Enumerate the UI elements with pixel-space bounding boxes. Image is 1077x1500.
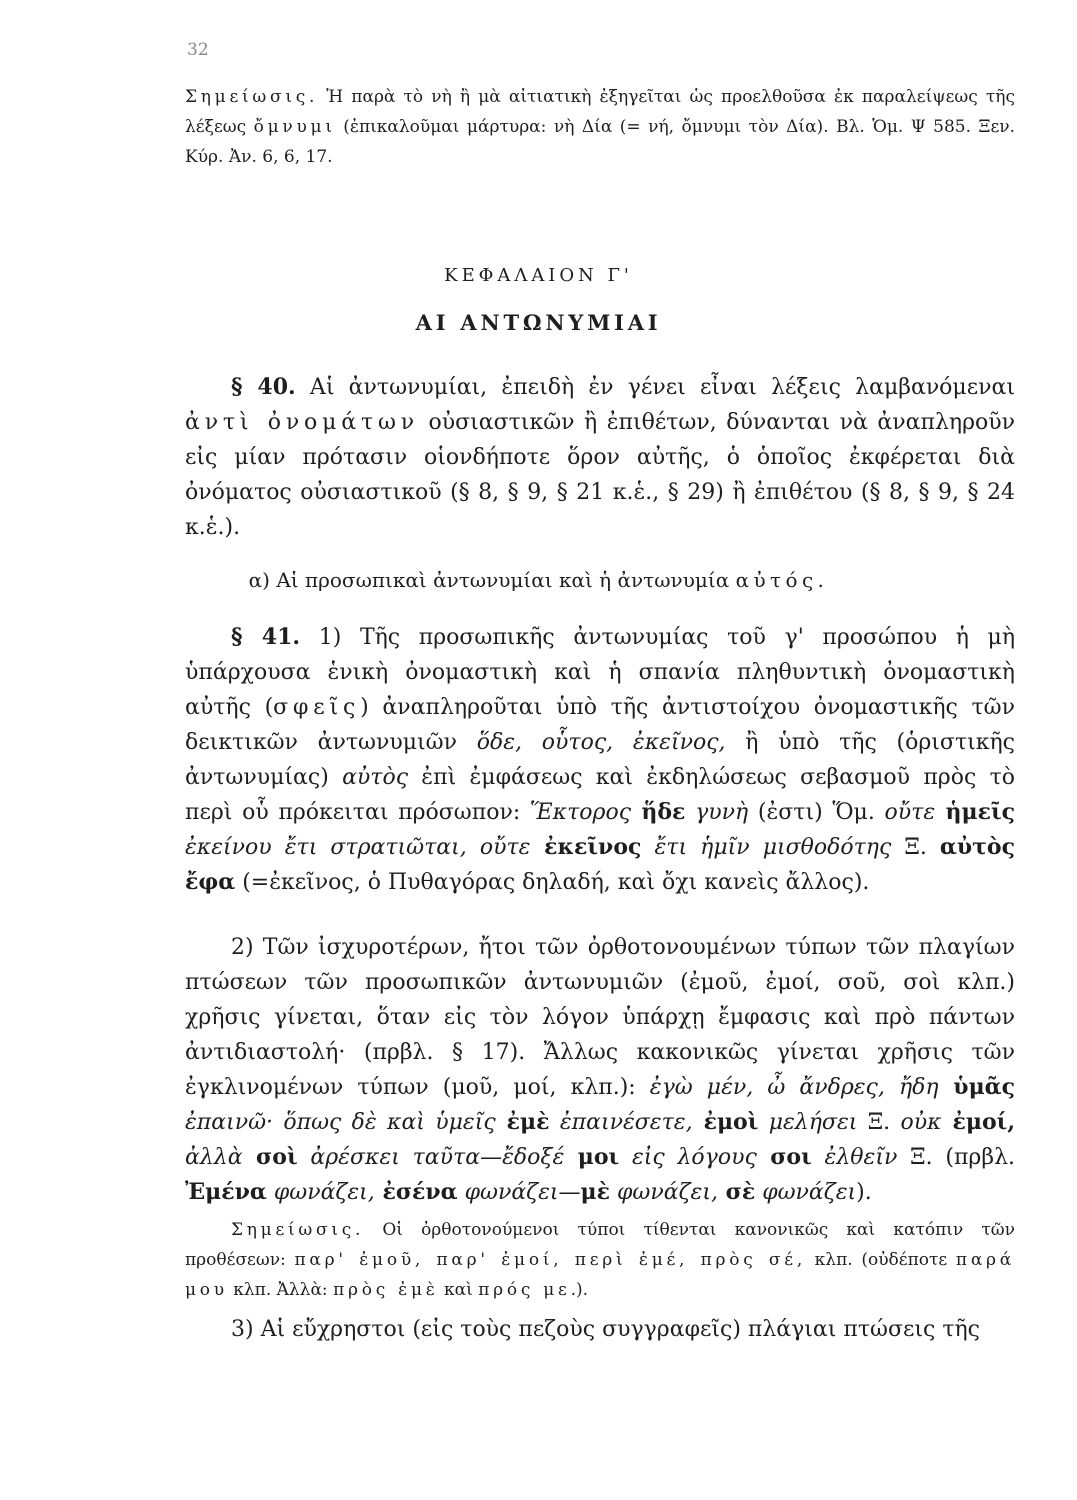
spaced: παρ' ἐμοῦ, παρ' ἐμοί, περὶ ἐμέ, πρὸς σέ, — [294, 1250, 806, 1270]
example: εἰς λόγους — [619, 1145, 757, 1170]
emphasis: σὲ — [717, 1179, 756, 1205]
subheading-spaced: αὐτός. — [735, 568, 829, 592]
text: 2) Τῶν ἰσχυροτέρων, ἤτοι τῶν ὀρθοτονουμένων τύπων τῶν πλαγίων πτώσεων τῶν προσωπικῶν ἀντωνυμιῶν (ἐμοῦ, ἐμοί, σοῦ, σοὶ κλπ.) χρῆσις γίνεται, ὅταν εἰς τὸν λόγον ὑπάρχῃ ἔμφασις καὶ πρὸ πάντων ἀντιδιαστολή· (πρβλ. § 17). Ἄλλως κακονικῶς γίνεται χρῆσις τῶν ἐγκλινομένων τύπων (μοῦ, μοί, κλπ.): — [185, 935, 1015, 1100]
note-label: Σημείωσις. — [231, 1220, 365, 1240]
spaced: παρά μου — [185, 1250, 1015, 1300]
emphasis: σοὶ — [242, 1144, 298, 1170]
emphasis: ἐμοὶ — [692, 1109, 759, 1135]
example: ὅδε, οὗτος, ἐκεῖνος, — [476, 730, 726, 755]
spaced-word: σφεῖς — [273, 695, 361, 720]
note-2 — [185, 1215, 1015, 1305]
text: καὶ — [438, 1280, 479, 1300]
example: ἐκείνου ἔτι στρατιῶται, οὔτε — [185, 835, 531, 860]
section-41-2 — [185, 930, 1015, 1210]
text: κλπ. (οὐδέποτε — [805, 1250, 956, 1270]
text: Ξ. — [857, 1110, 901, 1135]
section-text: Αἱ ἀντωνυμίαι, ἐπειδὴ ἐν γένει εἶναι λέξεις λαμβανόμεναι — [295, 375, 1015, 400]
section-41-3 — [185, 1312, 1015, 1347]
note-label: Σημείωσις. — [185, 87, 319, 107]
emphasis: μοι — [564, 1144, 620, 1170]
section-41-1 — [185, 620, 1015, 900]
text: (ἐστι) Ὅμ. — [748, 800, 885, 825]
example: ἐλθεῖν — [811, 1145, 898, 1170]
example: ἐπαινῶ· ὅπως δὲ καὶ ὑμεῖς — [185, 1110, 496, 1135]
emphasis: ἐσένα — [374, 1179, 458, 1205]
example: οὔτε — [884, 800, 936, 825]
top-note — [185, 82, 1015, 172]
note-text-2: (ἐπικαλοῦμαι μάρτυρα: νὴ Δία (= νή, ὄμνυμι τὸν Δία). Βλ. Ὁμ. Ψ 585. Ξεν. Κύρ. Ἀν. 6, 6, 17. — [185, 117, 1015, 167]
text: 1) Τῆς προσωπικῆς ἀντωνυμίας τοῦ γ' προσώπου ἡ μὴ ὑπάρχουσα ἑνικὴ ὀνομαστικὴ καὶ ἡ σπανία πληθυντικὴ ὀνομαστικὴ αὐτῆς ( — [185, 625, 1015, 720]
text: ) ἀναπληροῦται ὑπὸ τῆς ἀντιστοίχου ὀνομαστικῆς τῶν δεικτικῶν ἀντωνυμιῶν — [185, 695, 1016, 755]
text: .). — [570, 1280, 589, 1300]
example: Ἕκτορος — [529, 800, 632, 825]
note-text: Ἡ παρὰ τὸ νὴ ἢ μὰ αἰτιατικὴ ἐξηγεῖται ὡς προελθοῦσα ἐκ παραλείψεως τῆς λέξεως — [185, 87, 1015, 137]
emphasis: ἡμεῖς — [935, 799, 1016, 825]
example: φωνάζει — [755, 1180, 857, 1205]
example: ἀλλὰ — [185, 1145, 243, 1170]
emphasis: ἐμὲ — [495, 1109, 550, 1135]
section-mark: § 40. — [231, 374, 296, 400]
emphasis: ἐμοί, — [941, 1109, 1015, 1135]
subheading-text: α) Αἱ προσωπικαὶ ἀντωνυμίαι καὶ ἡ ἀντωνυμία — [248, 568, 736, 592]
emphasis: ἥδε — [631, 799, 686, 825]
section-mark: § 41. — [231, 624, 301, 650]
example: ἐπαινέσετε, — [549, 1110, 693, 1135]
chapter-title: ΑΙ ΑΝΤΩΝΥΜΙΑΙ — [415, 310, 662, 335]
text: κλπ. Ἀλλὰ: — [227, 1280, 334, 1300]
subheading — [0, 568, 1077, 592]
emphasis: ἐκεῖνος — [530, 834, 642, 860]
example: ἔτι ἡμῖν μισθοδότης — [641, 835, 892, 860]
emphasis: σοι — [756, 1144, 812, 1170]
emphasis: αὐτὸς ἔφα — [185, 834, 1015, 895]
note-spaced-word: ὄμνυμι — [253, 117, 336, 137]
example: οὐκ — [900, 1110, 942, 1135]
text: Οἱ ὀρθοτονούμενοι τύποι τίθενται κανονικῶς καὶ κατόπιν τῶν προθέσεων: — [185, 1220, 1015, 1270]
page-number: 32 — [187, 40, 209, 60]
emphasis: Ἐμένα — [185, 1179, 267, 1205]
text: Ξ. — [891, 835, 940, 860]
example: μελήσει — [758, 1110, 858, 1135]
text: (=ἐκεῖνος, ὁ Πυθαγόρας δηλαδή, καὶ ὄχι κανεὶς ἄλλος). — [235, 870, 870, 895]
text: ἐπὶ ἐμφάσεως καὶ ἐκδηλώσεως σεβασμοῦ πρὸς τὸ περὶ οὗ πρόκειται πρόσωπον: — [185, 765, 1015, 825]
text: Ξ. (πρβλ. — [897, 1145, 1016, 1170]
example: ἀρέσκει ταῦτα—ἔδοξέ — [297, 1145, 565, 1170]
emphasis: μὲ — [580, 1179, 611, 1205]
spaced: πρός με — [478, 1280, 571, 1300]
text: ἢ ὑπὸ τῆς (ὁριστικῆς ἀντωνυμίας) — [185, 730, 1015, 790]
example: φωνάζει— — [457, 1180, 581, 1205]
section-spaced: ἀντὶ ὀνομάτων — [185, 410, 419, 435]
section-text-2: οὐσιαστικῶν ἢ ἐπιθέτων, δύνανται νὰ ἀναπληροῦν εἰς μίαν πρότασιν οἱονδήποτε ὅρον αὐτῆς, ὁ ὁποῖος ἐκφέρεται διὰ ὀνόματος οὐσιαστικοῦ (§ 8, § 9, § 21 κ.ἑ., § 29) ἢ ἐπιθέτου (§ 8, § 9, § 24 κ.ἑ.). — [185, 410, 1015, 540]
text: ). — [856, 1180, 872, 1205]
example: φωνάζει, — [610, 1180, 718, 1205]
section-40 — [185, 370, 1015, 545]
example: φωνάζει, — [266, 1180, 375, 1205]
example: αὐτὸς — [342, 765, 409, 790]
chapter-label: ΚΕΦΑΛΑΙΟΝ Γ' — [444, 265, 633, 286]
example: ἐγὼ μέν, ὦ ἄνδρες, ἤδη — [649, 1075, 939, 1100]
text: 3) Αἱ εὔχρηστοι (εἰς τοὺς πεζοὺς συγγραφεῖς) πλάγιαι πτώσεις τῆς — [231, 1317, 980, 1342]
spaced: πρὸς ἐμὲ — [333, 1280, 439, 1300]
example: γυνὴ — [685, 800, 749, 825]
emphasis: ὑμᾶς — [938, 1074, 1015, 1100]
